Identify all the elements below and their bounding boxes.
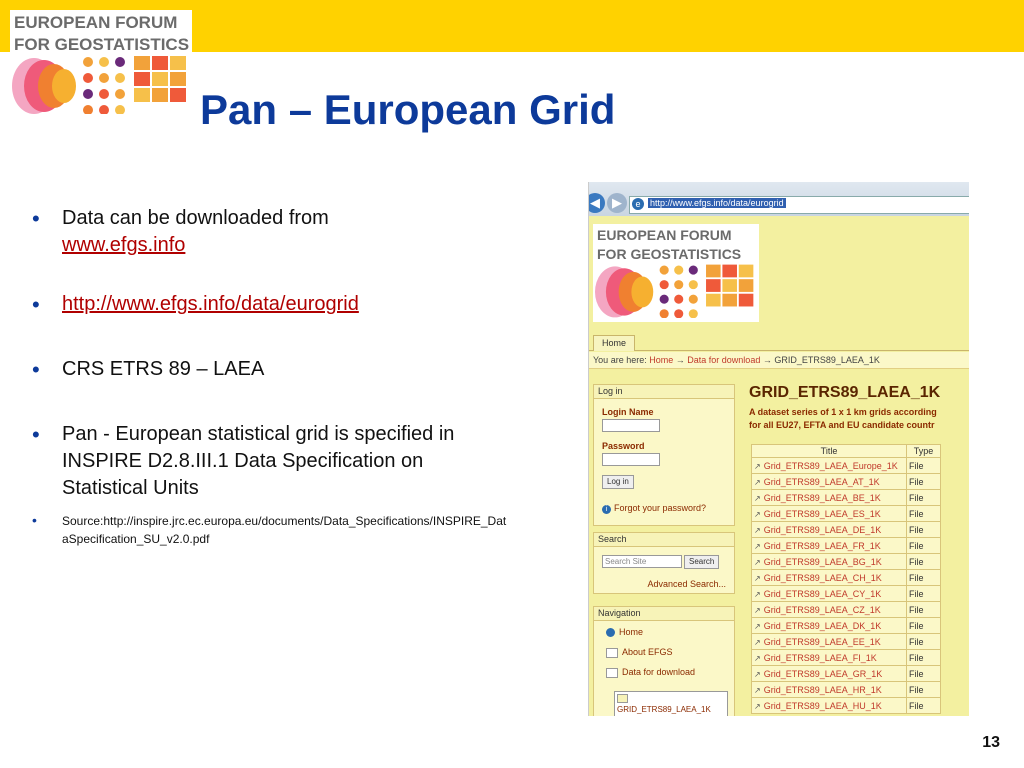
file-link-icon: ↗ [754, 461, 761, 471]
bullet-text: Source:http://inspire.jrc.ec.europa.eu/documents/Data_Specifications/INSPIRE_DataSpecification_SU_v2.0.pdf [62, 514, 507, 546]
dataset-type: File [907, 698, 941, 714]
page-title: Pan – European Grid [200, 86, 616, 133]
folder-icon [606, 648, 618, 658]
address-text: http://www.efgs.info/data/eurogrid [650, 198, 784, 208]
dataset-type: File [907, 634, 941, 650]
dataset-type: File [907, 458, 941, 474]
search-panel [593, 532, 735, 594]
table-row[interactable] [752, 634, 941, 650]
file-link-icon: ↗ [754, 685, 761, 695]
nav-about-label: About EFGS [622, 647, 673, 657]
search-input[interactable]: Search Site [602, 555, 682, 568]
site-logo-line-2: FOR GEOSTATISTICS [597, 246, 742, 262]
file-link-icon: ↗ [754, 557, 761, 567]
dataset-type: File [907, 506, 941, 522]
dataset-name-cell[interactable] [752, 554, 907, 570]
browser-screenshot [588, 182, 969, 716]
table-row[interactable] [752, 554, 941, 570]
dataset-name-cell[interactable] [752, 650, 907, 666]
folder-icon [617, 694, 628, 703]
breadcrumb-data[interactable]: Data for download [687, 355, 761, 365]
navigation-header: Navigation [594, 607, 734, 621]
dataset-name-cell[interactable] [752, 474, 907, 490]
dataset-name-cell[interactable] [752, 570, 907, 586]
dataset-name: Grid_ETRS89_LAEA_BE_1K [763, 492, 881, 503]
logo-line-1: EUROPEAN FORUM [14, 13, 178, 32]
dataset-type: File [907, 570, 941, 586]
dataset-type: File [907, 554, 941, 570]
dataset-type: File [907, 490, 941, 506]
table-row[interactable] [752, 698, 941, 714]
file-link-icon: ↗ [754, 621, 761, 631]
file-link-icon: ↗ [754, 653, 761, 663]
nav-home-label: Home [619, 627, 644, 637]
dataset-name: Grid_ETRS89_LAEA_DK_1K [763, 620, 882, 631]
bullet-dot-icon: • [32, 512, 37, 528]
search-header: Search [594, 533, 734, 547]
breadcrumb-prefix: You are here: [593, 355, 647, 365]
dataset-name-cell[interactable] [752, 538, 907, 554]
file-link-icon: ↗ [754, 701, 761, 711]
dataset-name-cell[interactable] [752, 490, 907, 506]
page-icon: e [632, 198, 644, 210]
file-link-icon: ↗ [754, 573, 761, 583]
file-link-icon: ↗ [754, 589, 761, 599]
bullet-source [30, 512, 510, 548]
nav-data-label: Data for download [622, 667, 696, 677]
bullet-dot-icon: • [32, 206, 40, 231]
breadcrumb [589, 352, 969, 369]
dataset-type: File [907, 474, 941, 490]
advanced-search-link[interactable]: Advanced Search... [647, 579, 726, 589]
dataset-name: Grid_ETRS89_LAEA_EE_1K [763, 636, 881, 647]
dataset-type: File [907, 650, 941, 666]
column-title: Title [752, 445, 907, 458]
forgot-password-link[interactable] [602, 503, 706, 514]
bullet-text: Pan - European statistical grid is specified in INSPIRE D2.8.III.1 Data Specification on Statistical Units [62, 423, 455, 499]
table-row[interactable] [752, 586, 941, 602]
dataset-type: File [907, 522, 941, 538]
dataset-name-cell[interactable] [752, 506, 907, 522]
dataset-name: Grid_ETRS89_LAEA_AT_1K [763, 476, 880, 487]
eurogrid-link[interactable]: http://www.efgs.info/data/eurogrid [62, 293, 359, 315]
table-row[interactable] [752, 666, 941, 682]
forward-arrow-icon[interactable]: ▶ [607, 193, 627, 213]
file-link-icon: ↗ [754, 509, 761, 519]
dataset-name-cell[interactable] [752, 618, 907, 634]
site-logo-text [597, 226, 741, 264]
nav-subitem-grid[interactable] [614, 691, 728, 716]
search-button[interactable]: Search [684, 555, 719, 569]
address-bar[interactable] [629, 196, 969, 214]
dataset-name: Grid_ETRS89_LAEA_ES_1K [763, 508, 881, 519]
efgs-link[interactable]: www.efgs.info [62, 234, 186, 256]
breadcrumb-home[interactable]: Home [649, 355, 674, 365]
table-row[interactable] [752, 522, 941, 538]
home-icon [606, 628, 615, 637]
site-logo-line-1: EUROPEAN FORUM [597, 227, 732, 243]
table-row[interactable] [752, 602, 941, 618]
dataset-name: Grid_ETRS89_LAEA_DE_1K [763, 524, 882, 535]
file-link-icon: ↗ [754, 525, 761, 535]
logo-text [14, 12, 189, 56]
bullet-dot-icon: • [32, 292, 40, 317]
table-row[interactable] [752, 458, 941, 474]
login-header: Log in [594, 385, 734, 399]
site-logo[interactable] [593, 224, 759, 322]
dataset-type: File [907, 602, 941, 618]
table-row[interactable] [752, 490, 941, 506]
dataset-name: Grid_ETRS89_LAEA_HU_1K [763, 700, 882, 711]
logo-graphic-icon [12, 56, 190, 114]
password-input[interactable] [602, 453, 660, 466]
dataset-name: Grid_ETRS89_LAEA_HR_1K [763, 684, 882, 695]
browser-toolbar [589, 182, 969, 216]
back-arrow-icon[interactable]: ◀ [588, 193, 605, 213]
login-name-label: Login Name [602, 407, 654, 417]
bullet-dot-icon: • [32, 357, 40, 382]
file-link-icon: ↗ [754, 669, 761, 679]
dataset-type: File [907, 618, 941, 634]
tab-home[interactable]: Home [593, 335, 635, 351]
dataset-name: Grid_ETRS89_LAEA_GR_1K [763, 668, 883, 679]
column-type: Type [907, 445, 941, 458]
dataset-type: File [907, 682, 941, 698]
dataset-name: Grid_ETRS89_LAEA_FR_1K [763, 540, 881, 551]
file-link-icon: ↗ [754, 493, 761, 503]
content-desc-line-1: A dataset series of 1 x 1 km grids according [749, 407, 937, 417]
dataset-name: Grid_ETRS89_LAEA_CZ_1K [763, 604, 881, 615]
logo-line-2: FOR GEOSTATISTICS [14, 35, 190, 54]
table-row[interactable] [752, 682, 941, 698]
bullet-eurogrid-link [30, 291, 510, 318]
table-row[interactable] [752, 618, 941, 634]
nav-item-home[interactable] [606, 627, 643, 637]
site-tab-row [589, 334, 969, 351]
efgs-logo [10, 10, 192, 116]
dataset-name-cell[interactable] [752, 458, 907, 474]
bullet-crs [30, 356, 510, 383]
dataset-name: Grid_ETRS89_LAEA_FI_1K [763, 652, 877, 663]
page-number: 13 [982, 734, 1000, 751]
login-panel [593, 384, 735, 526]
table-row[interactable] [752, 570, 941, 586]
table-row[interactable] [752, 650, 941, 666]
bullet-inspire [30, 421, 510, 502]
login-name-input[interactable] [602, 419, 660, 432]
info-icon: i [602, 505, 611, 514]
forgot-password-text: Forgot your password? [614, 503, 707, 513]
breadcrumb-arrow-icon: → [762, 355, 772, 365]
content-description [749, 406, 969, 432]
dataset-name: Grid_ETRS89_LAEA_Europe_1K [763, 460, 898, 471]
dataset-name: Grid_ETRS89_LAEA_CY_1K [763, 588, 882, 599]
dataset-name-cell[interactable] [752, 586, 907, 602]
bullet-text: CRS ETRS 89 – LAEA [62, 358, 265, 380]
content-desc-line-2: for all EU27, EFTA and EU candidate countr [749, 420, 935, 430]
breadcrumb-arrow-icon: → [675, 355, 685, 365]
content-title: GRID_ETRS89_LAEA_1K [749, 384, 941, 401]
bullet-list [30, 205, 510, 548]
dataset-name: Grid_ETRS89_LAEA_BG_1K [763, 556, 882, 567]
file-link-icon: ↗ [754, 605, 761, 615]
dataset-name-cell[interactable] [752, 522, 907, 538]
dataset-name-cell[interactable] [752, 682, 907, 698]
file-link-icon: ↗ [754, 541, 761, 551]
dataset-name-cell[interactable] [752, 698, 907, 714]
nav-sub-label: GRID_ETRS89_LAEA_1K [617, 705, 711, 714]
website [589, 216, 969, 716]
dataset-name: Grid_ETRS89_LAEA_CH_1K [763, 572, 882, 583]
folder-icon [606, 668, 618, 678]
file-link-icon: ↗ [754, 477, 761, 487]
bullet-text: Data can be downloaded from [62, 207, 329, 229]
nav-item-data[interactable] [606, 667, 695, 678]
dataset-name-cell[interactable] [752, 666, 907, 682]
password-label: Password [602, 441, 645, 451]
dataset-name-cell[interactable] [752, 602, 907, 618]
bullet-download [30, 205, 510, 259]
dataset-type: File [907, 586, 941, 602]
navigation-panel [593, 606, 735, 716]
dataset-table [751, 444, 941, 714]
nav-item-about[interactable] [606, 647, 673, 658]
login-button[interactable]: Log in [602, 475, 634, 489]
table-row[interactable] [752, 538, 941, 554]
bullet-dot-icon: • [32, 422, 40, 447]
breadcrumb-current: GRID_ETRS89_LAEA_1K [774, 355, 880, 365]
table-row[interactable] [752, 506, 941, 522]
dataset-type: File [907, 538, 941, 554]
dataset-type: File [907, 666, 941, 682]
dataset-name-cell[interactable] [752, 634, 907, 650]
site-logo-graphic-icon [595, 264, 757, 318]
table-row[interactable] [752, 474, 941, 490]
file-link-icon: ↗ [754, 637, 761, 647]
